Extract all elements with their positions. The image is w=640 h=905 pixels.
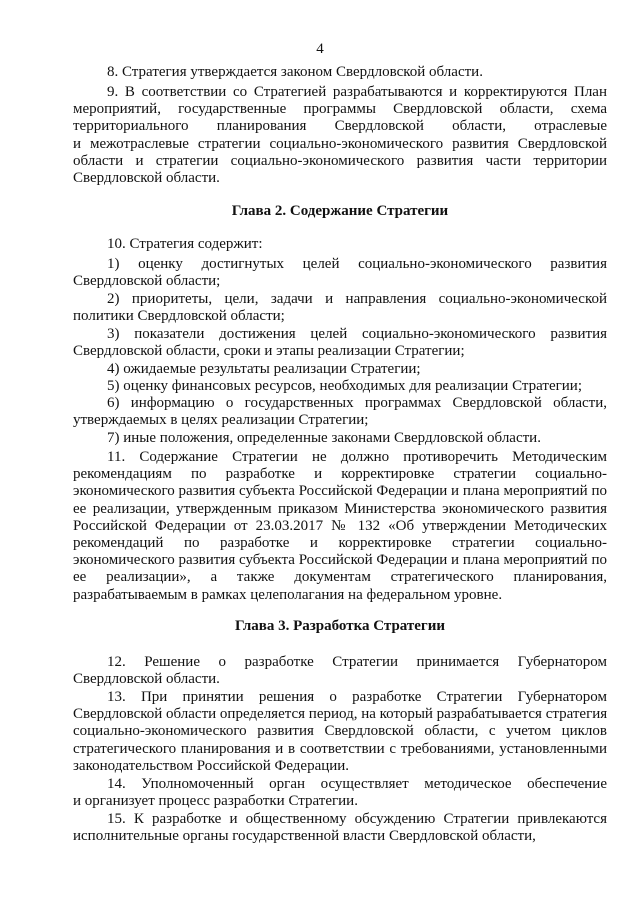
text-line: 9. В соответствии со Стратегией разрабатываются и корректируются План [107,84,607,100]
paragraph [73,449,607,604]
text-line: и организует процесс разработки Стратегии. [73,793,358,810]
text-line: исполнительные органы государственной власти Свердловской области, [73,828,536,845]
paragraph [73,378,607,395]
paragraph [73,811,607,845]
text-line: ее реализации, утвержденным приказом Министерства экономического развития [73,500,607,517]
text-line: Свердловской области. [73,169,220,186]
text-line: 7) иные положения, определенные законами Свердловской области. [107,430,541,446]
text-line: экономического развития субъекта Российской Федерации и плана мероприятий по [73,483,607,500]
text-line: 10. Стратегия содержит: [107,236,263,252]
paragraph [73,326,607,360]
paragraph [73,84,607,187]
chapter-heading: Глава 2. Содержание Стратегии [231,203,449,219]
text-line: Свердловской области, сроки и этапы реализации Стратегии; [73,343,465,360]
text-line: рекомендаций по разработке и корректировке стратегии социально- [73,534,607,551]
paragraph [73,654,607,688]
text-line: политики Свердловской области; [73,308,285,325]
text-line: Свердловской области определяется период, на который разрабатывается стратегия [73,706,608,723]
text-line: территориального планирования Свердловской области, отраслевые [73,118,607,135]
paragraph [73,689,607,775]
paragraph [73,64,607,81]
text-line: рекомендациям по разработке и корректировке стратегии социально- [73,466,607,483]
paragraph [73,395,607,429]
text-line: мероприятий, государственные программы Свердловской области, схема [73,101,607,118]
text-line: 5) оценку финансовых ресурсов, необходимых для реализации Стратегии; [107,378,582,394]
text-line: 11. Содержание Стратегии не должно противоречить Методическим [107,449,607,465]
paragraph [73,361,607,378]
text-line: 12. Решение о разработке Стратегии принимается Губернатором [107,654,607,670]
text-line: утверждаемых в целях реализации Стратегии; [73,412,369,429]
text-line: 15. К разработке и общественному обсуждению Стратегии привлекаются [107,811,607,827]
text-line: 2) приоритеты, цели, задачи и направления социально-экономической [107,291,607,307]
chapter-heading: Глава 3. Разработка Стратегии [234,618,446,634]
text-line: области и стратегии социально-экономического развития части территории [73,152,607,169]
text-line: и межотраслевые стратегии социально-экономического развития Свердловской [73,135,607,152]
page-number: 4 [316,41,324,57]
text-line: 8. Стратегия утверждается законом Свердловской области. [107,64,483,80]
paragraph [73,430,607,447]
text-line: 6) информацию о государственных программах Свердловской области, [107,395,607,411]
text-line: экономического развития субъекта Российской Федерации и плана мероприятий по [73,552,607,569]
paragraph [73,776,607,810]
text-line: социально-экономического развития Свердловской области, с учетом циклов [73,723,607,740]
text-line: Российской Федерации от 23.03.2017 № 132 «Об утверждении Методических [73,517,607,534]
text-line: законодательством Российской Федерации. [73,757,350,774]
text-line: Свердловской области; [73,273,221,290]
text-line: разрабатываемым в рамках целеполагания на федеральном уровне. [73,586,503,603]
paragraph [73,291,607,325]
paragraph [73,256,607,290]
paragraph [73,236,607,253]
text-line: 1) оценку достигнутых целей социально-экономического развития [107,256,607,272]
text-line: ее реализации», а также документам стратегического планирования, [73,569,607,586]
text-line: 14. Уполномоченный орган осуществляет методическое обеспечение [107,776,607,792]
text-line: Свердловской области. [73,671,220,688]
text-line: 13. При принятии решения о разработке Стратегии Губернатором [107,689,607,705]
text-line: стратегического планирования и в соответствии с требованиями, установленными [73,740,607,757]
text-line: 3) показатели достижения целей социально-экономического развития [107,326,607,342]
text-line: 4) ожидаемые результаты реализации Стратегии; [107,361,421,377]
